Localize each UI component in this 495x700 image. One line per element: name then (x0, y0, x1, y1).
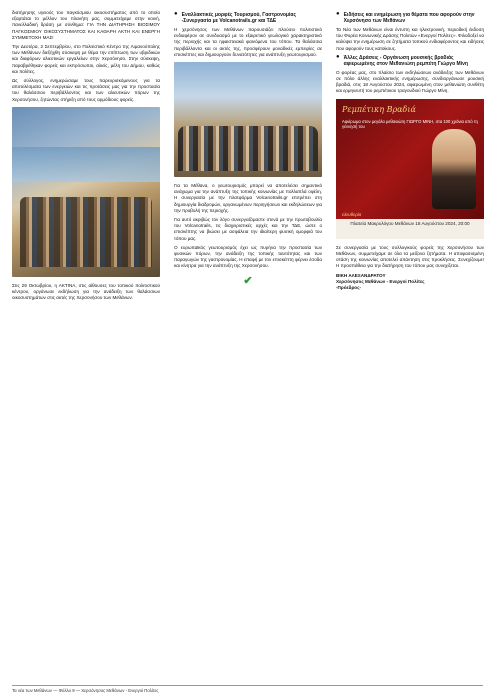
poster-signature: ελευθερία (342, 211, 362, 217)
paragraph: Την Δευτέρα, 2 Σεπτεμβρίου, στο Πολιτιστικό Κέντρο της Λιμανούπολης των Μεθάνων διεξήχθη σύσκεψη με θέμα την επίπτωση των υβριδικών και διαφόρων αλιευτικών εργαλείων στην Χερσόνησο. Στην σύσκεψη, παραβρέθηκαν φορείς και εκπρόσωποι, αλιείς, μέλη του Δήμου, καθώς και πολίτες. (12, 44, 160, 74)
poster-title: Ρεμπέτικη Βραδιά (342, 104, 416, 114)
column-1 (12, 10, 160, 686)
bullet-icon: ● (336, 11, 340, 17)
sea-area (12, 147, 160, 182)
newsletter-page (12, 10, 484, 686)
paragraph: Για τα Μέθανα, ο γεωτουρισμός μπορεί να αποτελέσει σημαντικό ανάχωμα για την ανάπτυξη της τοπικής κοινωνίας με πολλαπλά οφέλη. Η συνεργασία με την πλατφόρμα Volcanotrails.gr επιτρέπει στη δημιουργία διαδρομών, οργανωμένων περιηγήσεων και εκδηλώσεων για την προβολή της περιοχής. (174, 183, 322, 213)
poster-place: Πλατεία Μακρυλόγου Μεθάνων 18 Αυγούστου 2024, 20:00 (336, 219, 484, 239)
signer-title: -Πρόεδρος- (336, 285, 362, 291)
paragraph: Ως σύλλογος, ενημερώσαμε τους παρευρισκόμενους για τα αποτελέσματα των ενεργειών και τις προτάσεις μας για την προστασία του θαλάσσιου περιβάλλοντος και των αλιευτικών πόρων της Χερσονήσου, ζητώντας στήριξη από τους αρμόδιους φορείς. (12, 78, 160, 102)
group-of-people (20, 197, 152, 267)
page-footer: Τα νέα των Μεθάνων — Φύλλο 9 — Χερσόνησος Μεθάνων - Ενεργοί Πολίτες (12, 685, 483, 696)
event-poster (336, 99, 484, 239)
paragraph: Στις 29 Οκτωβρίου, η ΑΚΤΙΝΑ, στις αίθουσες του τοπικού πολιτιστικού κέντρου, οργάνωσε εκδήλωση για την ανάδειξη των θαλάσσιων οικοσυστημάτων στις ακτές της Χερσονήσου των Μεθάνων. (12, 282, 160, 301)
paragraph: Ο φορέας μας, στο πλαίσιο των εκδηλώσεων ανάδειξης των Μεθάνων σε πόλο άλλης εναλλακτικής ενημέρωσης, συνδιοργάνωσε μουσική βραδιά, στις 18 Αυγούστου 2024, αφιερωμένη στον μεθανιώτη συνθέτη και ερμηνευτή του ρεμπέτικου τραγουδιού Γιώργο Μίνη. (336, 69, 484, 94)
paragraph: Ο ευρωπαϊκός γεωτουρισμός έχει ως πυρήνα την προστασία των φυσικών πόρων, την ανάδειξη της τοπικής ταυτότητας και των παραγωγών της γαστρονομίας. Η επαφή με τον επισκέπτη φέρνει έσοδα και κίνητρα για την ανάπτυξη της Χερσονήσου. (174, 244, 322, 269)
column-2 (174, 10, 322, 686)
signature-block (336, 273, 484, 291)
section-heading-news: ● Ειδήσεις και ενημέρωση για θέματα που αφορούν στην Χερσόνησο των Μεθάνων (336, 11, 475, 24)
column-3 (336, 10, 484, 686)
section-heading-tourism: ● Εναλλακτικές μορφές Τουρισμού, Γαστρονομίας -Συνεργασία με Volcanotrails.gr και ΤΔΕ (174, 11, 297, 24)
paragraph: Σε συνεργασία με τους συλλογικούς φορείς της Χερσονήσου των Μεθάνων, συμμετείχαμε σε όλα τα μείζονα ζητήματα. Η αποφασισμένη στάση της κοινωνίας αποτελεί απάντηση στις προκλήσεις. Συνεχίζουμε! Η προσπάθεια για την διατήρηση του τόπου μας συνεχίζεται. (336, 244, 484, 269)
section-heading-music: ● Άλλες Δράσεις - Οργάνωση μουσικής βραδιάς αφιερωμένης στον Μεθανιώτη ρεμπέτη Γιώργο Μίνη (336, 53, 468, 67)
portrait-figure (432, 129, 476, 209)
intro-text: διατήρησης υγειούς του παγκόσμιου οικοσυστήματος από το οποίο εξαρτάται το μέλλον του πλανήτη μας, συμμετείχαμε στην κοινή, πανελλαδική δράση με σύνθημα: ΓΙΑ ΤΗΝ ΔΙΑΤΗΡΗΣΗ ΒΙΟΣΙΜΟΥ ΠΑΓΚΟΣΜΙΟΥ ΟΙΚΟΣΥΣΤΗΜΑΤΟΣ ΚΑΙ ΚΑΘΑΡΗ ΑΚΤΗ ΚΑΙ ΕΝΕΡΓΗ ΣΥΜΜΕΤΟΧΗ ΜΑΣ! (12, 10, 160, 40)
paragraph: Για αυτό ακριβώς τον λόγο συνεργαζόμαστε στενά με την πρωτοβουλία του Volcanotrails, τις διαχειριστικές αρχές και την ΤΔΕ, ώστε ο επισκέπτης να βιώσει με ασφάλεια την ιδιαίτερη φυσική ομορφιά του τόπου μας. (174, 217, 322, 241)
event-photo (174, 62, 322, 177)
beach-cleanup-photo (12, 107, 160, 277)
poster-subtitle: Αφιέρωμα στον μεγάλο μεθανιώτη ΓΙΩΡΓΟ ΜΙΝΗ, στα 100 χρόνια από τη γέννησή του (342, 118, 478, 130)
checkmark-icon: ✔ (243, 274, 253, 287)
bullet-icon: ● (336, 53, 340, 60)
crowd (178, 126, 318, 171)
signer-role: Χερσόνησος Μεθάνων - Ενεργοί Πολίτες (336, 279, 425, 285)
signer-name: ΒΙΚΗ ΑΛΕΞΑΝΔΡΑΤΟΥ (336, 273, 386, 279)
paragraph: Τα Νέα των Μεθάνων είναι έντυπη και ηλεκτρονική, περιοδική έκδοση του Φορέα Κοινωνικής Δράσης Πολιτών «Ενεργοί Πολίτες». Φιλοδοξεί να καλύψει την ενημέρωση σε ζητήματα τοπικού ενδιαφέροντος και ειδήσεις που αφορούν τους κατοίκους. (336, 27, 484, 51)
paragraph: Η χερσόνησος των Μεθάνων παρουσιάζει πλούσιο πολιτιστικό ενδιαφέρον σε συνδυασμό με το εξαιρετικό γεωλογικό χαρακτηριστικό της περιοχής και τα ηφαιστειακά φαινόμενα του τόπου. Τα θαλάσσια περιβάλλοντα και οι ακτές της, προσφέρουν μοναδικές εμπειρίες σε επισκέπτες και δημιουργούν δυνατότητες για ανάπτυξη γεωτουρισμού. (174, 27, 322, 57)
bullet-icon: ● (174, 11, 178, 17)
